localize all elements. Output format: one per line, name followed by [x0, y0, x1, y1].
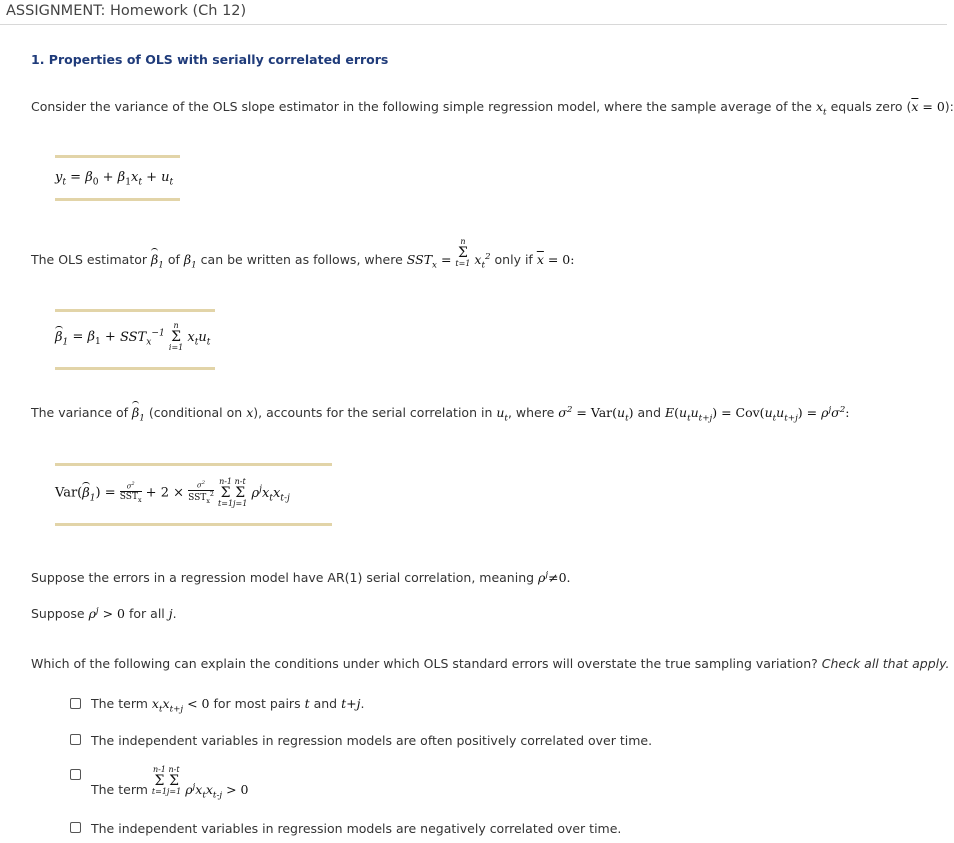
ols-line: The OLS estimator $\beta_1$ of $\beta_1$ can be written as follows, where $SST_x$ = n Σ t=1 $x_t^2$ only if $\overline{x} = 0$:	[31, 237, 575, 270]
suppose-line-1: Suppose the errors in a regression model have AR(1) serial correlation, meaning $\rho^j\ne 0$.	[31, 570, 571, 586]
suppose2-text-b: for all	[129, 606, 165, 622]
which-hint: Check all that apply.	[821, 656, 950, 671]
option-1-post2: and	[313, 696, 338, 711]
suppose2-text-a: Suppose	[31, 606, 85, 622]
variance-text-a: The variance of	[31, 405, 129, 421]
variance-equation-box	[55, 463, 332, 526]
option-3-label[interactable]: The term n-1 Σ t=1 n-t Σ j=1 $\rho^jx_tx_{t-j} > 0$	[91, 765, 249, 800]
ols-estimator-equation-box	[55, 309, 215, 370]
ols-text-c: can be written as follows, where	[200, 251, 403, 267]
assignment-title: ASSIGNMENT: Homework (Ch 12)	[6, 3, 247, 19]
option-1-checkbox[interactable]	[70, 698, 81, 709]
variance-equation: $Var(\beta_1)$ = $\frac{\sigma^2}{SST_x}$ + 2 × $\frac{\sigma^2}{SST_x^2}$ n-1 Σ t=1 n-t Σ j=1 $\rho^jx_tx_{t-j}$	[55, 477, 290, 508]
model-equation: $y_t = \beta_0 + \beta_1x_t + u_t$	[55, 170, 174, 188]
model-equation-box	[55, 155, 180, 201]
suppose1-text: Suppose the errors in a regression model have AR(1) serial correlation, meaning	[31, 570, 535, 586]
option-4-label[interactable]: The independent variables in regression models are negatively correlated over time.	[91, 821, 622, 836]
variance-text-e: and	[637, 405, 662, 421]
option-2-label[interactable]: The independent variables in regression models are often positively correlated over time.	[91, 733, 653, 748]
option-1-label[interactable]: The term $x_tx_{t+j} < 0$ for most pairs t and t+j.	[91, 696, 365, 715]
suppose-line-2: Suppose $\rho^j > 0$ for all j.	[31, 606, 177, 622]
which-text: Which of the following can explain the conditions under which OLS standard errors will overstate the true sampling variation?	[31, 656, 818, 671]
option-1-post: for most pairs	[213, 696, 301, 711]
option-2-checkbox[interactable]	[70, 734, 81, 745]
xbar-zero: $\overline{x}$	[536, 251, 544, 267]
ols-estimator-equation: $\beta_1 = \beta_1 + SST_x^{-1}$ n Σ i=1 $x_tu_t$	[55, 321, 211, 352]
intro-text: Consider the variance of the OLS slope estimator in the following simple regression model, where the sample average of the	[31, 99, 812, 114]
question-title: 1. Properties of OLS with serially correlated errors	[31, 52, 389, 67]
ols-text-d: only if	[494, 251, 533, 267]
intro-end: ):	[944, 99, 954, 114]
variance-text-d: , where	[507, 405, 555, 421]
option-3-pre: The term	[91, 781, 148, 797]
intro-line: Consider the variance of the OLS slope estimator in the following simple regression model, where the sample average of the $x_t$ equals zero $(\overline{x} = 0)$:	[31, 99, 954, 118]
variance-text-b: (conditional on	[148, 405, 243, 421]
intro-mid: equals zero (	[830, 99, 912, 114]
ols-text-a: The OLS estimator	[31, 251, 148, 267]
option-1-pre: The term	[91, 696, 148, 711]
which-question	[31, 656, 950, 671]
variance-line: The variance of $\beta_1$ (conditional on x), accounts for the serial correlation in $u_t$, where $\sigma^2 = Var(u_t)$ and $E(u_tu_{t+j}) = Cov(u_tu_{t+j}) = \rho^j\sigma^2$:	[31, 405, 850, 424]
option-3-checkbox[interactable]	[70, 769, 81, 780]
variance-text-c: ), accounts for the serial correlation in	[253, 405, 493, 421]
ols-text-b: of	[167, 251, 180, 267]
option-4-checkbox[interactable]	[70, 822, 81, 833]
assignment-header	[0, 0, 947, 25]
